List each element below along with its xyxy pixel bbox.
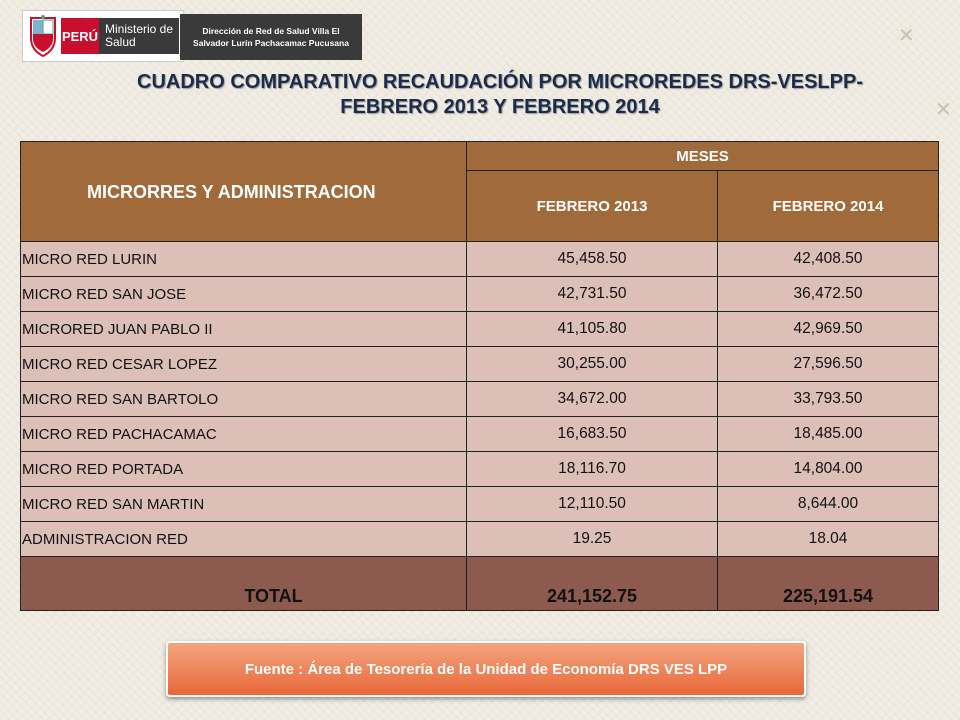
page-title: [40, 70, 960, 120]
decorative-x-icon: ✕: [898, 25, 915, 47]
total-label: TOTAL: [21, 557, 467, 611]
row-label: MICRO RED CESAR LOPEZ: [21, 347, 467, 382]
value-2014: 33,793.50: [718, 382, 939, 417]
value-2014: 42,408.50: [718, 242, 939, 277]
value-2013: 30,255.00: [467, 347, 718, 382]
value-2013: 16,683.50: [467, 417, 718, 452]
decorative-x-icon: ✕: [935, 99, 952, 121]
table-row: [21, 382, 939, 417]
peru-label: PERÚ: [61, 18, 99, 54]
table-row: [21, 452, 939, 487]
row-label: MICRO RED SAN JOSE: [21, 277, 467, 312]
value-2013: 45,458.50: [467, 242, 718, 277]
value-2013: 42,731.50: [467, 277, 718, 312]
row-label: MICRO RED SAN MARTIN: [21, 487, 467, 522]
column-header-2013: FEBRERO 2013: [467, 171, 718, 242]
table-row: [21, 242, 939, 277]
table-row: [21, 487, 939, 522]
value-2014: 18.04: [718, 522, 939, 557]
total-2014: 225,191.54: [718, 557, 939, 611]
row-label: MICRO RED PORTADA: [21, 452, 467, 487]
table-row: [21, 277, 939, 312]
ministry-label: Ministerio de Salud: [99, 18, 179, 54]
row-label: MICRO RED PACHACAMAC: [21, 417, 467, 452]
corner-header: MICRORRES Y ADMINISTRACION: [21, 142, 467, 242]
value-2014: 8,644.00: [718, 487, 939, 522]
total-2013: 241,152.75: [467, 557, 718, 611]
comparison-table: [20, 141, 939, 611]
title-line-2: FEBRERO 2013 Y FEBRERO 2014: [340, 96, 660, 118]
row-label: ADMINISTRACION RED: [21, 522, 467, 557]
table-row: [21, 347, 939, 382]
row-label: MICRO RED SAN BARTOLO: [21, 382, 467, 417]
value-2013: 41,105.80: [467, 312, 718, 347]
value-2013: 34,672.00: [467, 382, 718, 417]
value-2013: 19.25: [467, 522, 718, 557]
column-header-2014: FEBRERO 2014: [718, 171, 939, 242]
table-row: [21, 417, 939, 452]
title-line-1: CUADRO COMPARATIVO RECAUDACIÓN POR MICROREDES DRS-VESLPP-: [137, 71, 863, 93]
total-row: [21, 557, 939, 611]
table-row: [21, 522, 939, 557]
row-label: MICRO RED LURIN: [21, 242, 467, 277]
months-group-header: MESES: [467, 142, 939, 171]
peru-crest-icon: [25, 14, 61, 58]
value-2014: 27,596.50: [718, 347, 939, 382]
direction-label: Dirección de Red de Salud Villa El Salvador Lurín Pachacamac Pucusana: [180, 14, 362, 60]
source-note: Fuente : Área de Tesorería de la Unidad de Economía DRS VES LPP: [166, 641, 806, 697]
value-2014: 42,969.50: [718, 312, 939, 347]
table-row: [21, 312, 939, 347]
value-2013: 18,116.70: [467, 452, 718, 487]
row-label: MICRORED JUAN PABLO II: [21, 312, 467, 347]
value-2014: 14,804.00: [718, 452, 939, 487]
value-2013: 12,110.50: [467, 487, 718, 522]
value-2014: 18,485.00: [718, 417, 939, 452]
ministry-logo: [22, 10, 184, 62]
value-2014: 36,472.50: [718, 277, 939, 312]
